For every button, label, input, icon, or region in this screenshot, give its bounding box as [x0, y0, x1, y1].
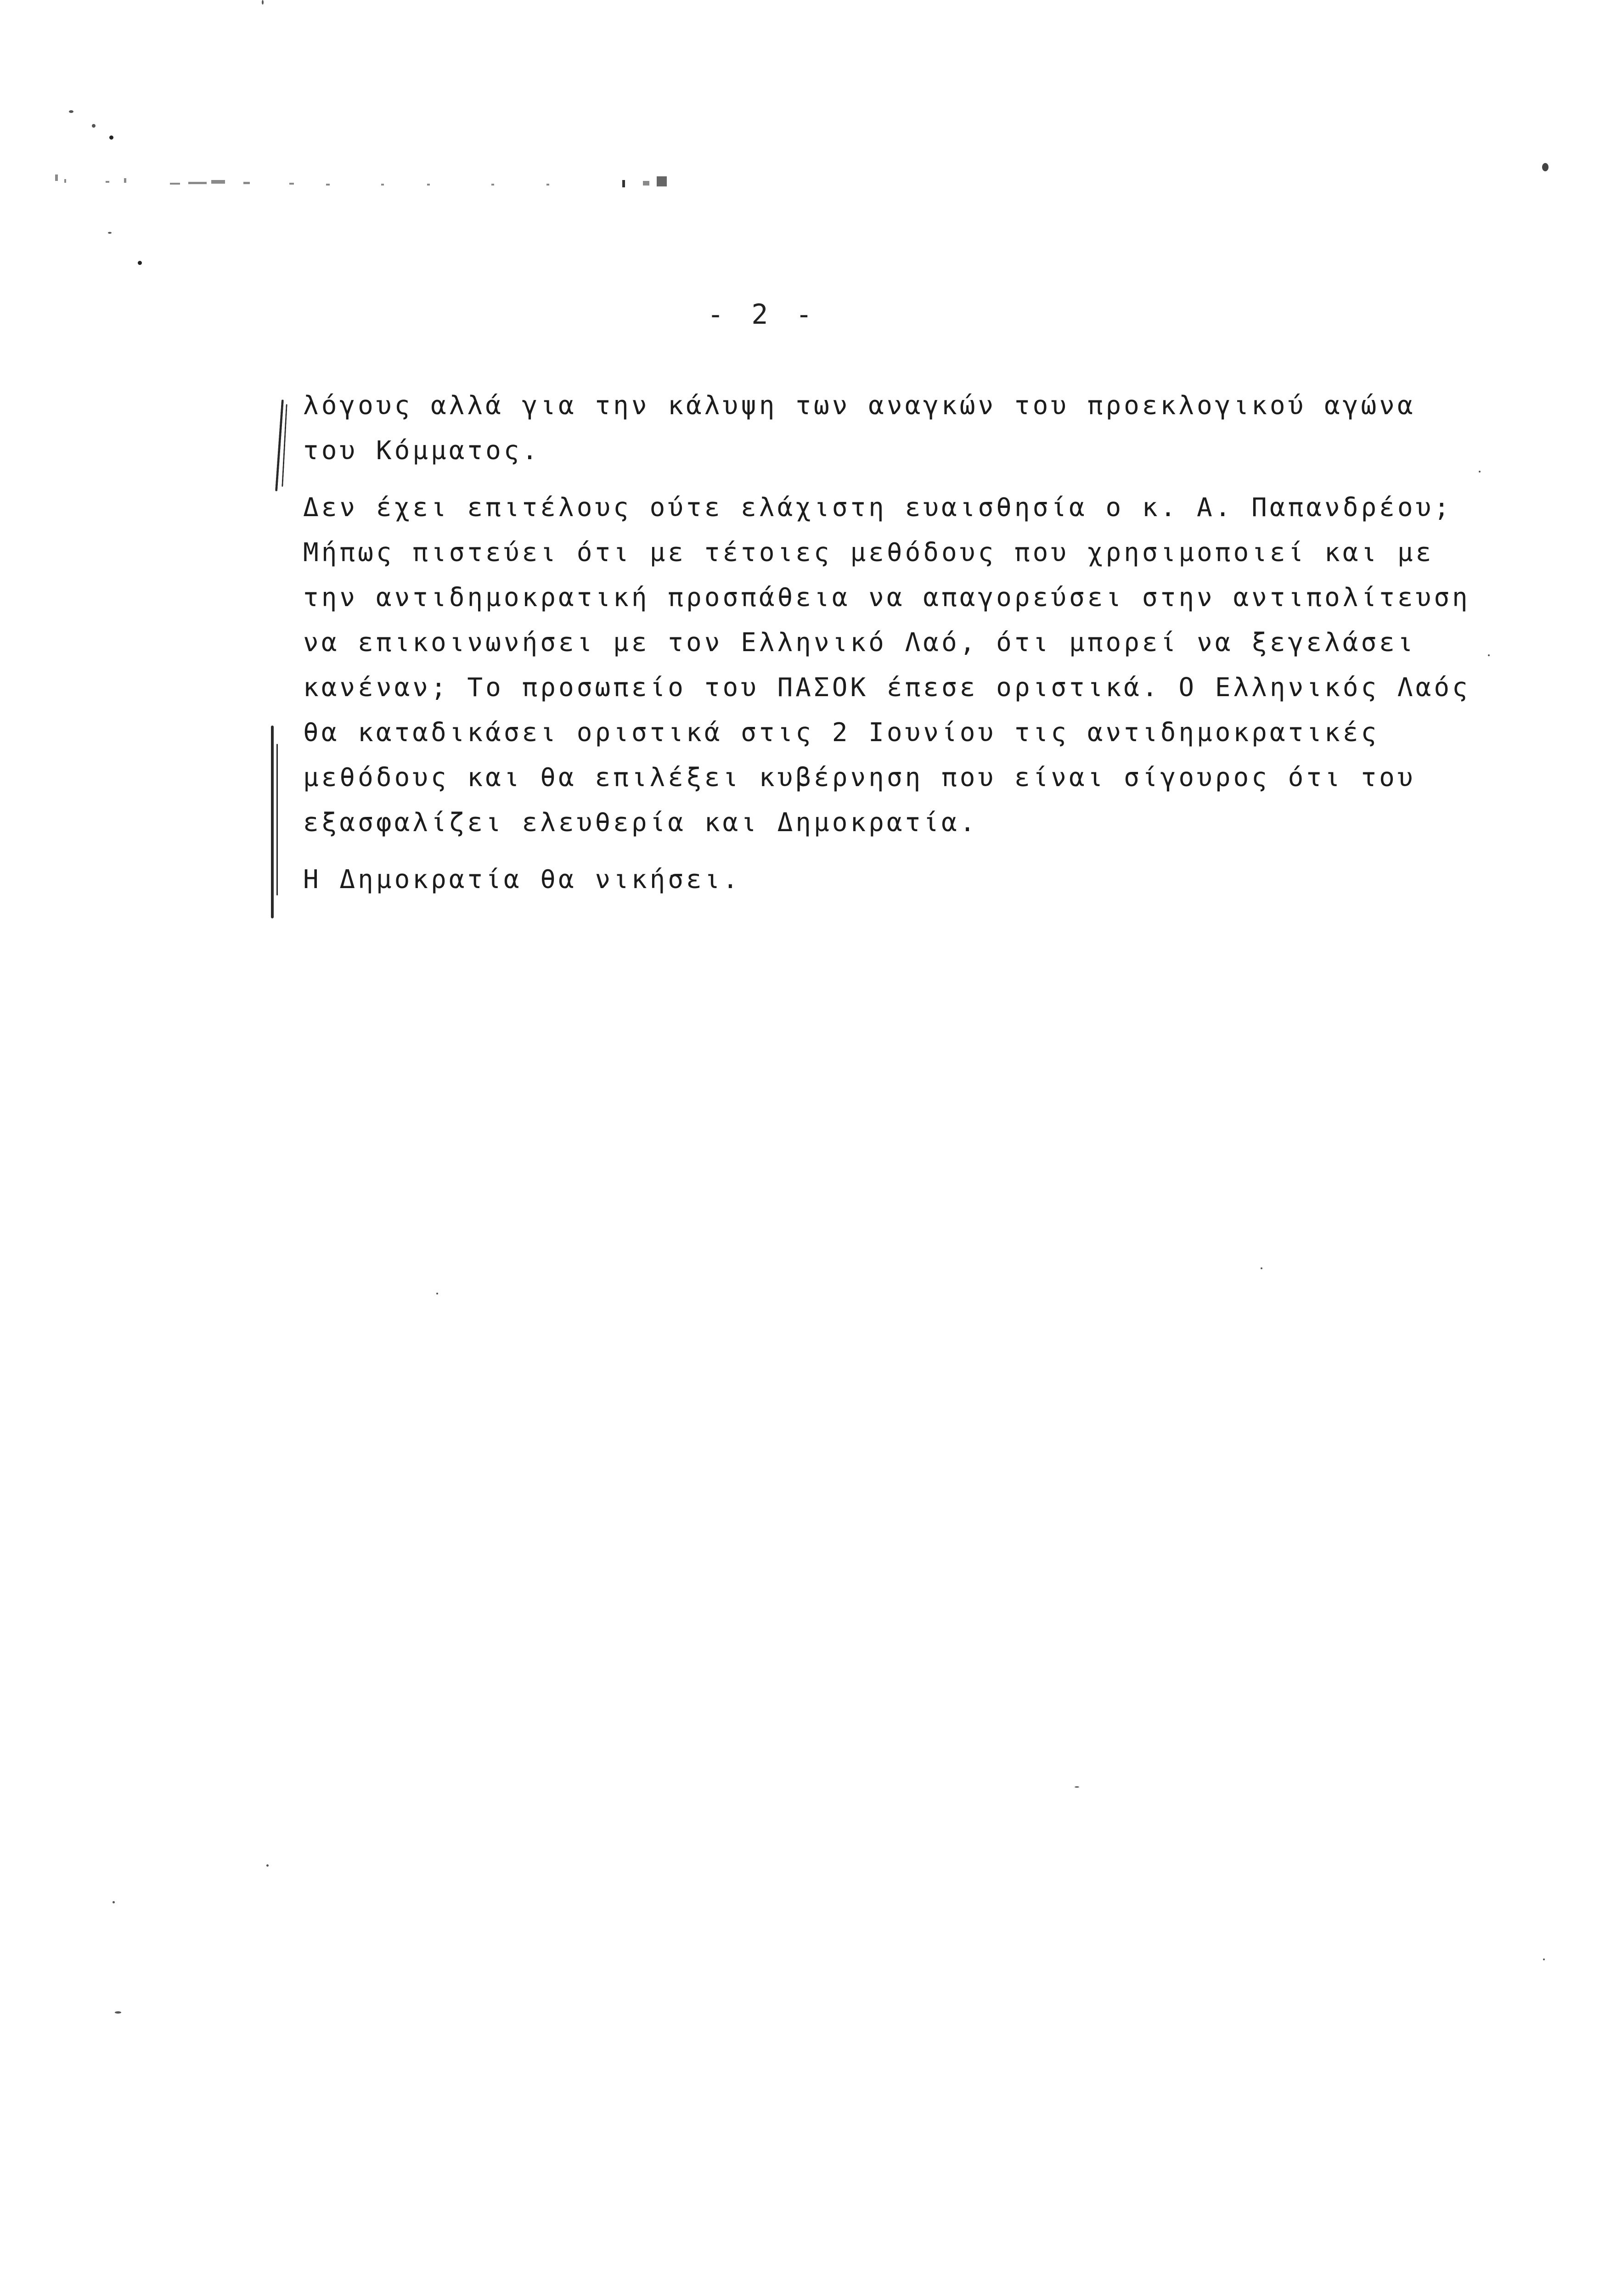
scan-speck: [138, 261, 142, 265]
text-line: του Κόμματος.: [303, 436, 541, 466]
scan-speck: [108, 232, 112, 234]
scan-speck: [262, 0, 264, 5]
scan-speck: [92, 124, 96, 128]
text-line: λόγους αλλά για την κάλυψη των αναγκών του προεκλογικού αγώνα: [303, 391, 1416, 421]
paragraph-gap: [303, 845, 1479, 857]
paragraph: [303, 857, 1479, 902]
scan-speck: [69, 110, 73, 113]
text-line: κανέναν; Το προσωπείο του ΠΑΣΟΚ έπεσε οριστικά. Ο Ελληνικός Λαός: [303, 673, 1470, 703]
paragraph: [303, 485, 1479, 845]
scan-noise: [51, 170, 739, 193]
paragraph-gap: [303, 473, 1479, 485]
scan-speck: [266, 1864, 269, 1867]
scan-speck: [1543, 1958, 1545, 1960]
text-line: εξασφαλίζει ελευθερία και Δημοκρατία.: [303, 808, 978, 838]
scan-speck: [436, 1293, 438, 1294]
text-line: την αντιδημοκρατική προσπάθεια να απαγορεύσει στην αντιπολίτευση: [303, 583, 1470, 613]
scan-speck: [113, 1901, 115, 1903]
text-line: θα καταδικάσει οριστικά στις 2 Ιουνίου τις αντιδημοκρατικές: [303, 718, 1380, 748]
text-line: Η Δημοκρατία θα νικήσει.: [303, 865, 741, 895]
scan-speck: [1542, 163, 1549, 171]
scan-speck: [1479, 471, 1481, 473]
margin-annotation-bar: [271, 726, 274, 918]
text-line: Δεν έχει επιτέλους ούτε ελάχιστη ευαισθησία ο κ. Α. Παπανδρέου;: [303, 493, 1453, 523]
scan-speck: [1488, 654, 1490, 656]
scan-speck: [115, 2011, 121, 2014]
document-body: [303, 383, 1479, 902]
margin-annotation-bar: [276, 744, 278, 895]
scan-speck: [109, 135, 113, 140]
text-line: Μήπως πιστεύει ότι με τέτοιες μεθόδους που χρησιμοποιεί και με: [303, 538, 1434, 568]
text-line: μεθόδους και θα επιλέξει κυβέρνηση που είναι σίγουρος ότι του: [303, 763, 1416, 793]
page-number: - 2 -: [707, 298, 818, 331]
paragraph: [303, 383, 1479, 473]
scan-speck: [1075, 1786, 1079, 1788]
text-line: να επικοινωνήσει με τον Ελληνικό Λαό, ότι μπορεί να ξεγελάσει: [303, 628, 1416, 658]
scan-speck: [1261, 1267, 1262, 1269]
